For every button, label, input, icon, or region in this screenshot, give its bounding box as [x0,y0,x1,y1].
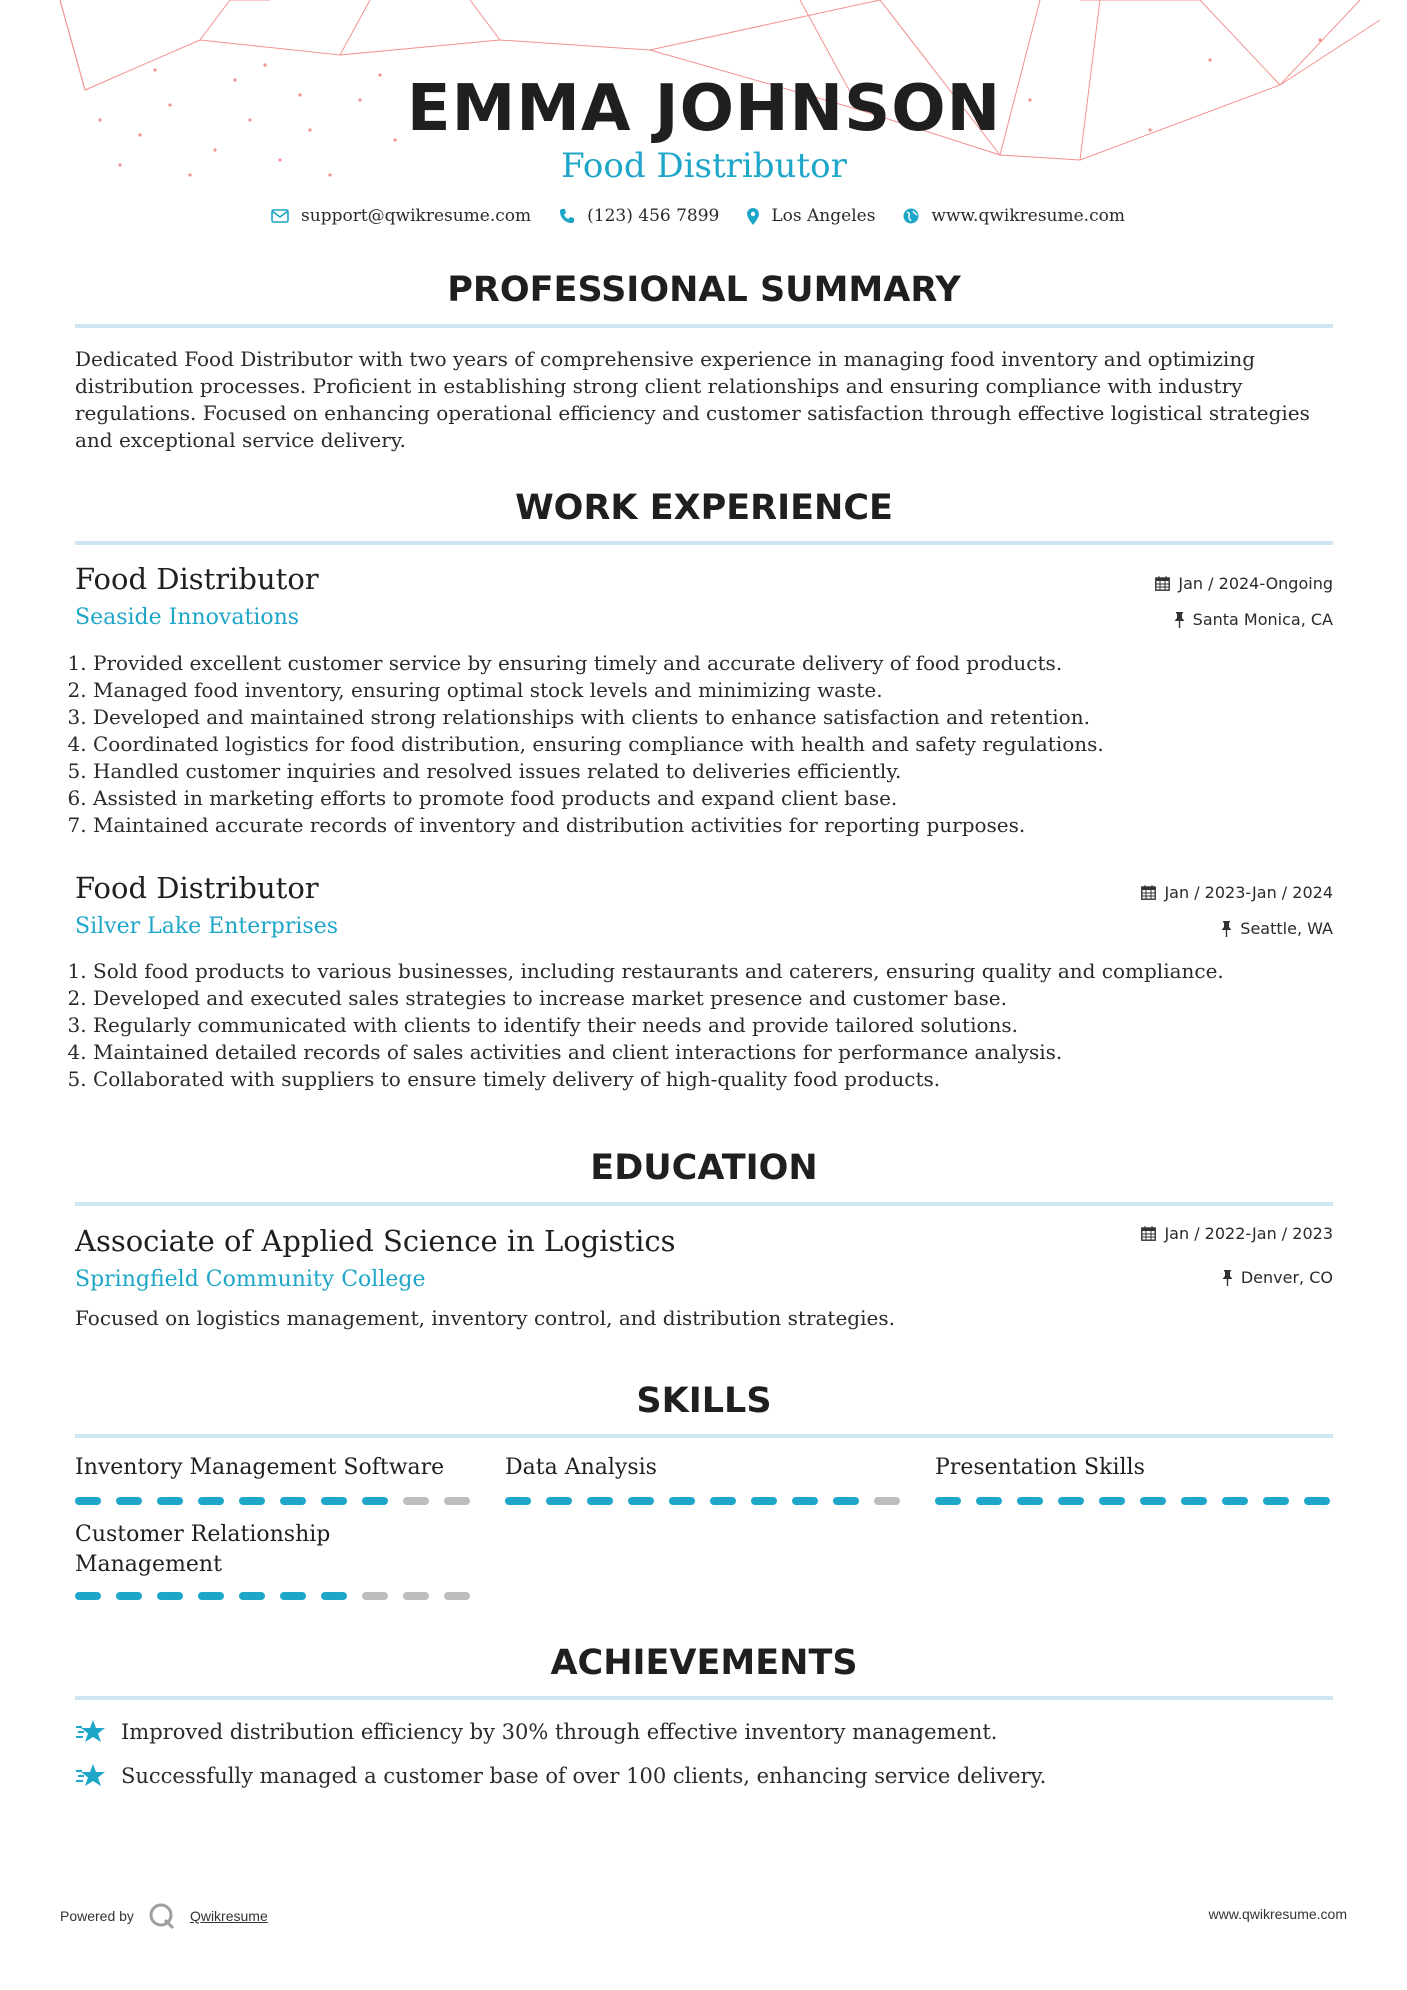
skill-dot-filled [1263,1497,1289,1505]
skill-dot-filled [1099,1497,1125,1505]
job-2-date-text: Jan / 2023-Jan / 2024 [1164,883,1333,902]
skill-label: Data Analysis [505,1455,657,1480]
job-1-company: Seaside Innovations [75,605,300,630]
job-1-location-text: Santa Monica, CA [1192,610,1333,629]
skill-item [75,1453,475,1483]
star-award-icon [75,1762,107,1790]
list-item: 4. Coordinated logistics for food distribution, ensuring compliance with health and safety regulations. [93,731,1333,758]
job-1-bullets [75,650,1333,839]
pushpin-icon [1221,921,1232,937]
skill-dot-filled [321,1592,347,1600]
achievement-item [75,1762,1046,1790]
skill-dot-filled [116,1592,142,1600]
skill-dot-filled [280,1592,306,1600]
skill-dot-filled [628,1497,654,1505]
summary-text: Dedicated Food Distributor with two years of comprehensive experience in managing food inventory and optimizing distribution processes. Proficient in establishing strong client relationships and ensuring compliance with industry regulations. Focused on enhancing operational efficiency and customer satisfaction through effective logistical strategies and exceptional service delivery. [75,347,1310,452]
job-2-date [1141,883,1333,902]
achievement-text: Improved distribution efficiency by 30% through effective inventory management. [121,1720,998,1744]
contact-bar [75,206,1333,226]
skill-item [935,1453,1335,1483]
skill-dot-filled [157,1592,183,1600]
achievement-item [75,1718,997,1746]
skill-dot-filled [792,1497,818,1505]
skill-dot-filled [935,1497,961,1505]
calendar-icon [1141,885,1156,900]
skill-item [505,1453,905,1483]
job-2-title: Food Distributor [75,871,319,905]
brand-link[interactable]: Qwikresume [189,1908,268,1924]
experience-divider [75,541,1333,545]
skill-dot-filled [198,1592,224,1600]
skill-label: Inventory Management Software [75,1455,445,1480]
skill-dot-filled [1222,1497,1248,1505]
skill-dot-filled [1304,1497,1330,1505]
skill-dot-filled [1181,1497,1207,1505]
candidate-role: Food Distributor [561,146,847,186]
skill-label: Customer Relationship Management [75,1522,331,1577]
pushpin-icon [1174,612,1185,628]
skill-dot-filled [75,1592,101,1600]
skill-dot-filled [198,1497,224,1505]
contact-location [747,206,875,226]
list-item: 6. Assisted in marketing efforts to promote food products and expand client base. [93,785,1333,812]
footer-website[interactable]: www.qwikresume.com [1208,1906,1347,1922]
skill-dot-filled [321,1497,347,1505]
skill-dot-filled [587,1497,613,1505]
skill-rating [75,1592,470,1600]
skill-dot-filled [1058,1497,1084,1505]
list-item: 1. Sold food products to various businesses, including restaurants and caterers, ensuring quality and compliance. [93,958,1333,985]
contact-email[interactable] [271,206,531,226]
phone-icon [559,208,575,224]
job-2-company: Silver Lake Enterprises [75,914,339,939]
skill-dot-filled [239,1592,265,1600]
calendar-icon [1141,1226,1156,1241]
skill-dot-filled [669,1497,695,1505]
list-item: 2. Managed food inventory, ensuring optimal stock levels and minimizing waste. [93,677,1333,704]
list-item: 5. Collaborated with suppliers to ensure timely delivery of high-quality food products. [93,1066,1333,1093]
achievements-divider [75,1696,1333,1700]
job-1-date [1155,574,1333,593]
skill-rating [505,1497,900,1505]
skills-heading: SKILLS [636,1381,772,1421]
education-date [1141,1224,1333,1243]
education-location-text: Denver, CO [1240,1268,1333,1287]
achievement-text: Successfully managed a customer base of over 100 clients, enhancing service delivery. [121,1764,1047,1788]
skills-divider [75,1434,1333,1438]
list-item: 2. Developed and executed sales strategies to increase market presence and customer base. [93,985,1333,1012]
skill-dot-filled [239,1497,265,1505]
contact-phone-text: (123) 456 7899 [587,206,720,226]
skill-dot-filled [116,1497,142,1505]
skill-dot-filled [280,1497,306,1505]
list-item: 7. Maintained accurate records of inventory and distribution activities for reporting purposes. [93,812,1333,839]
calendar-icon [1155,576,1170,591]
job-2-location [1221,919,1333,938]
contact-location-text: Los Angeles [771,206,876,226]
skill-dot-filled [751,1497,777,1505]
experience-heading: WORK EXPERIENCE [515,488,893,528]
skill-dot-filled [362,1497,388,1505]
footer-powered-by [60,1902,268,1930]
education-date-text: Jan / 2022-Jan / 2023 [1164,1224,1333,1243]
list-item: 4. Maintained detailed records of sales activities and client interactions for performance analysis. [93,1039,1333,1066]
education-location [1222,1268,1333,1287]
education-divider [75,1202,1333,1206]
skill-rating [935,1497,1330,1505]
skill-dot-filled [1017,1497,1043,1505]
candidate-name: EMMA JOHNSON [406,72,1002,146]
contact-website[interactable] [903,206,1125,226]
education-description: Focused on logistics management, inventory control, and distribution strategies. [75,1306,895,1330]
skill-rating [75,1497,470,1505]
star-award-icon [75,1718,107,1746]
qwikresume-logo-icon [148,1902,176,1930]
envelope-icon [271,209,289,223]
skill-label: Presentation Skills [935,1455,1145,1480]
job-1-title: Food Distributor [75,562,319,596]
skill-dot-filled [833,1497,859,1505]
skill-dot-empty [403,1497,429,1505]
job-1-location [1174,610,1333,629]
skill-item [75,1520,375,1580]
summary-heading: PROFESSIONAL SUMMARY [447,270,961,310]
list-item: 1. Provided excellent customer service by ensuring timely and accurate delivery of food products. [93,650,1333,677]
skill-dot-filled [1140,1497,1166,1505]
map-pin-icon [747,208,759,225]
pushpin-icon [1222,1270,1233,1286]
education-degree: Associate of Applied Science in Logistics [75,1224,676,1258]
skill-dot-filled [546,1497,572,1505]
education-heading: EDUCATION [590,1148,818,1188]
skill-dot-filled [157,1497,183,1505]
job-1-date-text: Jan / 2024-Ongoing [1178,574,1333,593]
skill-dot-filled [976,1497,1002,1505]
skill-dot-filled [710,1497,736,1505]
skill-dot-empty [444,1497,470,1505]
skill-dot-filled [75,1497,101,1505]
job-2-bullets [75,958,1333,1093]
list-item: 3. Regularly communicated with clients to identify their needs and provide tailored solutions. [93,1012,1333,1039]
education-school: Springfield Community College [75,1267,426,1292]
list-item: 3. Developed and maintained strong relationships with clients to enhance satisfaction and retention. [93,704,1333,731]
contact-phone[interactable] [559,206,719,226]
achievements-heading: ACHIEVEMENTS [550,1643,858,1683]
job-2-location-text: Seattle, WA [1240,919,1333,938]
contact-email-text: support@qwikresume.com [301,206,532,226]
skill-dot-empty [362,1592,388,1600]
list-item: 5. Handled customer inquiries and resolved issues related to deliveries efficiently. [93,758,1333,785]
powered-by-label: Powered by [60,1908,134,1924]
skill-dot-empty [874,1497,900,1505]
skill-dot-empty [444,1592,470,1600]
skill-dot-filled [505,1497,531,1505]
contact-website-text: www.qwikresume.com [931,206,1125,226]
summary-divider [75,324,1333,328]
globe-icon [903,208,919,224]
skill-dot-empty [403,1592,429,1600]
